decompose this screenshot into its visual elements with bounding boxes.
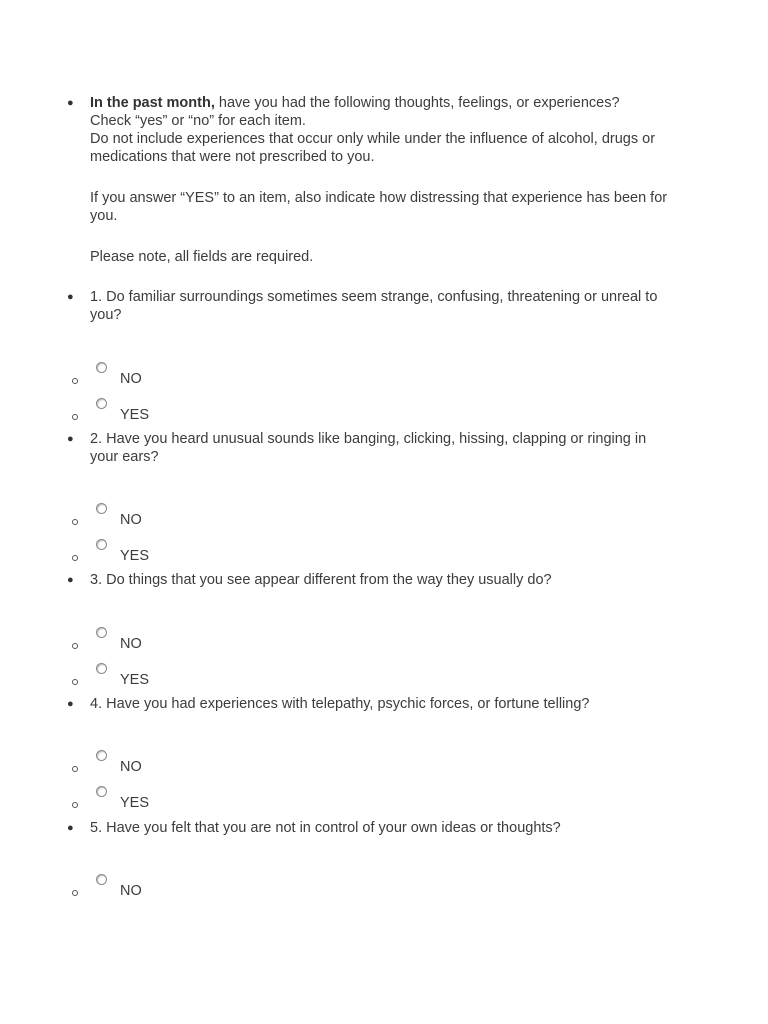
radio-button-no[interactable]	[96, 503, 107, 514]
intro-line-3: Do not include experiences that occur only while under the influence of alcohol, drugs or medications that were not prescribed to you.	[90, 131, 656, 165]
radio-button-no[interactable]	[96, 362, 107, 373]
question-5-text: 5. Have you felt that you are not in control of your own ideas or thoughts?	[90, 820, 561, 836]
question-3-text: 3. Do things that you see appear different from the way they usually do?	[90, 572, 552, 588]
question-4-text: 4. Have you had experiences with telepathy, psychic forces, or fortune telling?	[90, 696, 590, 712]
radio-button-yes[interactable]	[96, 539, 107, 550]
intro-line-1-rest: have you had the following thoughts, feelings, or experiences?	[214, 95, 620, 111]
intro-text	[90, 94, 680, 266]
bullet-icon: ●	[67, 822, 74, 834]
option-label-no[interactable]: NO	[120, 512, 142, 528]
intro-paragraph-3: Please note, all fields are required.	[90, 249, 314, 265]
option-label-yes[interactable]: YES	[120, 548, 150, 564]
sub-bullet-icon	[72, 890, 78, 896]
sub-bullet-icon	[72, 643, 78, 649]
intro-line-1	[90, 94, 680, 112]
radio-button-no[interactable]	[96, 627, 107, 638]
radio-button-no[interactable]	[96, 750, 107, 761]
sub-bullet-icon	[72, 802, 78, 808]
option-label-no[interactable]: NO	[120, 883, 142, 899]
option-label-yes[interactable]: YES	[120, 407, 150, 423]
option-label-no[interactable]: NO	[120, 759, 142, 775]
option-label-no[interactable]: NO	[120, 636, 142, 652]
bullet-icon: ●	[67, 574, 74, 586]
sub-bullet-icon	[72, 414, 78, 420]
radio-button-yes[interactable]	[96, 786, 107, 797]
bullet-icon: ●	[67, 97, 74, 109]
bullet-icon: ●	[67, 698, 74, 710]
bullet-icon: ●	[67, 291, 74, 303]
intro-bold-lead: In the past month,	[90, 95, 215, 111]
option-label-yes[interactable]: YES	[120, 672, 150, 688]
radio-button-yes[interactable]	[96, 398, 107, 409]
option-label-no[interactable]: NO	[120, 371, 142, 387]
option-label-yes[interactable]: YES	[120, 795, 150, 811]
sub-bullet-icon	[72, 766, 78, 772]
intro-paragraph-2: If you answer “YES” to an item, also indicate how distressing that experience has been for you.	[90, 190, 668, 224]
sub-bullet-icon	[72, 378, 78, 384]
intro-line-2: Check “yes” or “no” for each item.	[90, 113, 306, 129]
sub-bullet-icon	[72, 555, 78, 561]
question-1-text: 1. Do familiar surroundings sometimes seem strange, confusing, threatening or unreal to you?	[90, 289, 658, 323]
sub-bullet-icon	[72, 519, 78, 525]
question-2-text: 2. Have you heard unusual sounds like banging, clicking, hissing, clapping or ringing in your ears?	[90, 431, 647, 465]
radio-button-no[interactable]	[96, 874, 107, 885]
bullet-icon: ●	[67, 433, 74, 445]
radio-button-yes[interactable]	[96, 663, 107, 674]
sub-bullet-icon	[72, 679, 78, 685]
